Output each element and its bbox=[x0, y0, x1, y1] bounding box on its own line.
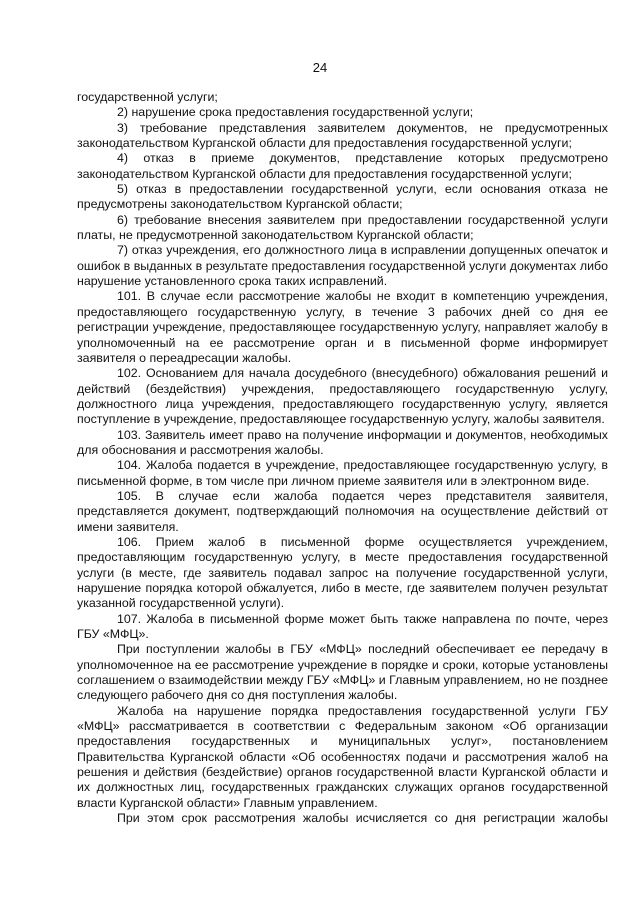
paragraph-104: 104. Жалоба подается в учреждение, предоставляющее государственную услугу, в письменной форме, в том числе при личном приеме заявителя или в электронном виде. bbox=[77, 458, 608, 488]
list-item-7: 7) отказ учреждения, его должностного лица в исправлении допущенных опечаток и ошибок в выданных в результате предоставления государственной услуги документах либо нарушение установленного срока таких исправлений. bbox=[77, 243, 608, 289]
paragraph-107: 107. Жалоба в письменной форме может быть также направлена по почте, через ГБУ «МФЦ». bbox=[77, 611, 608, 642]
paragraph-review-term: При этом срок рассмотрения жалобы исчисляется со дня регистрации жалобы bbox=[117, 811, 608, 826]
paragraph-mfc-transfer: При поступлении жалобы в ГБУ «МФЦ» последний обеспечивает ее передачу в уполномоченное на ее рассмотрение учреждение в порядке и сроки, которые установлены соглашением о взаимодействии между ГБУ «МФЦ» и Главным управлением, но не позднее следующего рабочего дня со дня поступления жалобы. bbox=[77, 642, 608, 703]
paragraph-103: 103. Заявитель имеет право на получение информации и документов, необходимых для обоснования и рассмотрения жалобы. bbox=[77, 427, 608, 457]
list-item-6: 6) требование внесения заявителем при предоставлении государственной услуги платы, не предусмотренной законодательством Курганской области; bbox=[77, 212, 608, 243]
list-item-4: 4) отказ в приеме документов, представление которых предусмотрено законодательством Курганской области для предоставления государственной услуги; bbox=[77, 151, 608, 181]
paragraph-102: 102. Основанием для начала досудебного (внесудебного) обжалования решений и действий (бездействия) учреждения, предоставляющего государственную услугу, должностного лица учреждения, предоставляющего государственную услугу, является поступление в учреждение, предоставляющее государственную услугу, жалобы заявителя. bbox=[77, 366, 608, 427]
paragraph-101: 101. В случае если рассмотрение жалобы не входит в компетенцию учреждения, предоставляющего государственную услугу, в течение 3 рабочих дней со дня ее регистрации учреждение, предоставляющее государственную услугу, направляет жалобу в уполномоченный на ее рассмотрение орган и в письменной форме информирует заявителя о переадресации жалобы. bbox=[77, 289, 608, 365]
list-item-2: 2) нарушение срока предоставления государственной услуги; bbox=[117, 105, 474, 120]
list-item-5: 5) отказ в предоставлении государственной услуги, если основания отказа не предусмотрены законодательством Курганской области; bbox=[77, 182, 608, 212]
document-body bbox=[77, 90, 608, 827]
list-item-3: 3) требование представления заявителем документов, не предусмотренных законодательством Курганской области для предоставления государственной услуги; bbox=[77, 120, 608, 151]
paragraph-mfc-complaint: Жалоба на нарушение порядка предоставления государственной услуги ГБУ «МФЦ» рассматривается в соответствии с Федеральным законом «Об организации предоставления государственных и муниципальных услуг», постановлением Правительства Курганской области «Об особенностях подачи и рассмотрения жалоб на решения и действия (бездействие) органов государственной власти Курганской области и их должностных лиц, государственных гражданских служащих органов государственной власти Курганской области» Главным управлением. bbox=[77, 703, 608, 810]
page-number: 24 bbox=[312, 60, 328, 75]
paragraph-105: 105. В случае если жалоба подается через представителя заявителя, представляется документ, подтверждающий полномочия на осуществление действий от имени заявителя. bbox=[77, 488, 608, 534]
paragraph-continuation: государственной услуги; bbox=[77, 90, 218, 104]
paragraph-106: 106. Прием жалоб в письменной форме осуществляется учреждением, предоставляющим государственную услугу, в месте предоставления государственной услуги (в месте, где заявитель подавал запрос на получение государственной услуги, нарушение порядка которой обжалуется, либо в месте, где заявителем получен результат указанной государственной услуги). bbox=[77, 534, 608, 611]
